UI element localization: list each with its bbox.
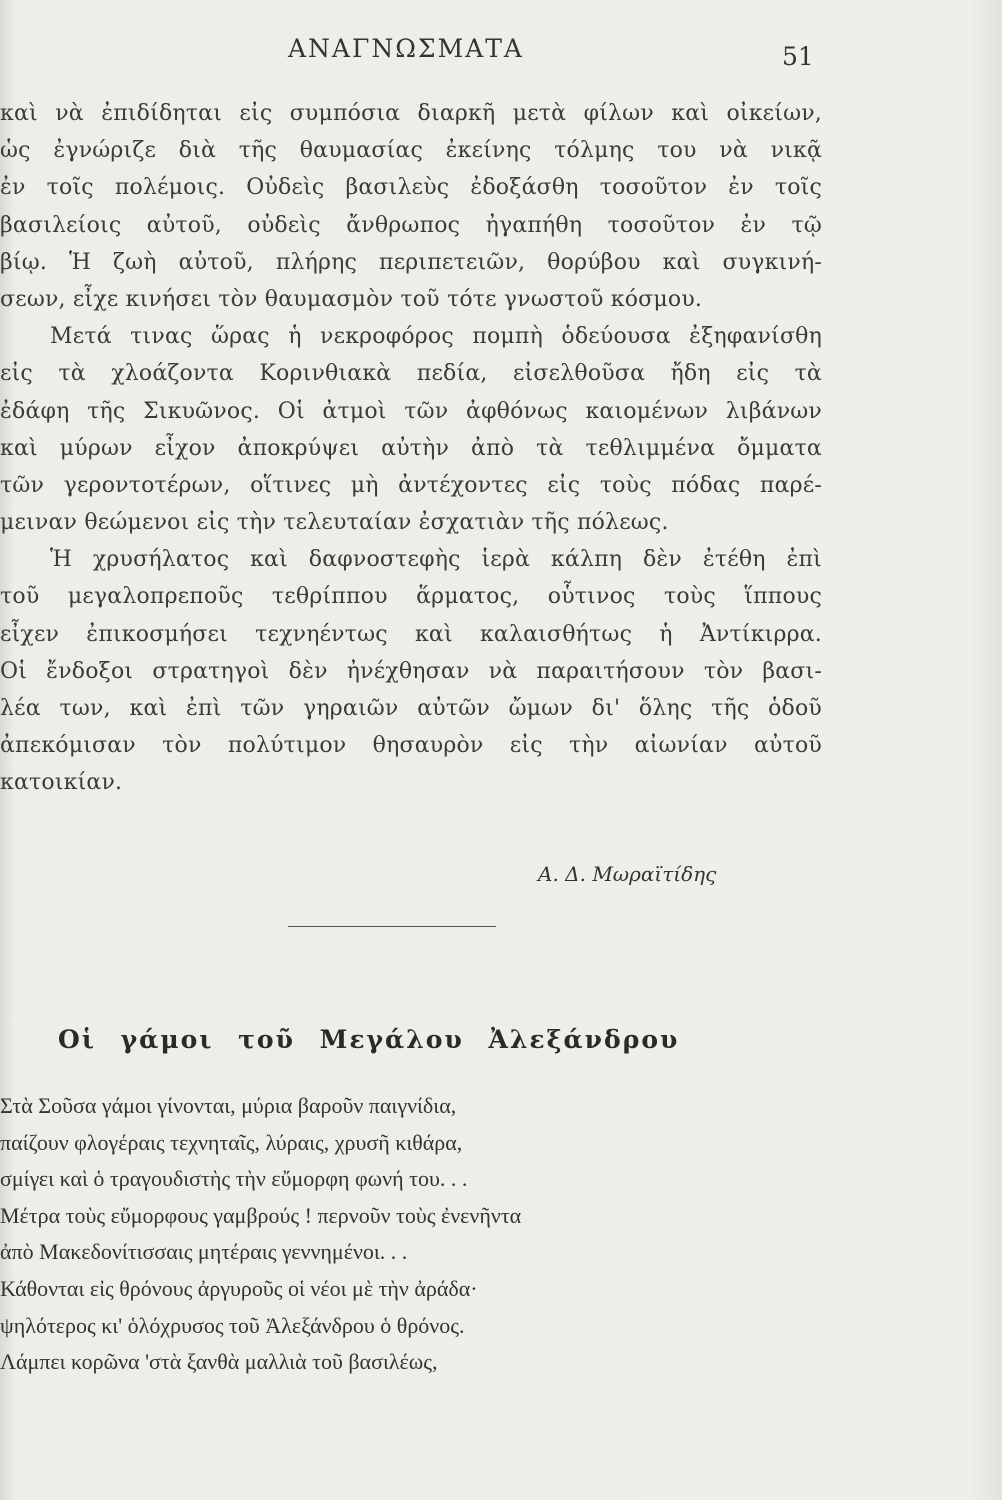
section-divider xyxy=(288,926,496,927)
prose-line: Οἱ ἔνδοξοι στρατηγοὶ δὲν ἠνέχθησαν νὰ παραιτήσουν τὸν βασι- xyxy=(0,658,822,684)
prose-text xyxy=(0,95,822,802)
prose-line: τοῦ μεγαλοπρεποῦς τεθρίππου ἅρματος, οὗτινος τοὺς ἵππους xyxy=(0,584,822,610)
prose-line: βίῳ. Ἡ ζωὴ αὐτοῦ, πλήρης περιπετειῶν, θορύβου καὶ συγκινή- xyxy=(0,249,822,275)
poem-line: ἀπὸ Μακεδονίτισσαις μητέραις γεννημένοι. . . xyxy=(0,1239,408,1265)
prose-line: σεων, εἶχε κινήσει τὸν θαυμασμὸν τοῦ τότε γνωστοῦ κόσμου. xyxy=(0,286,703,312)
prose-line: βασιλείοις αὐτοῦ, οὐδεὶς ἄνθρωπος ἠγαπήθη τοσοῦτον ἐν τῷ xyxy=(0,212,822,238)
poem-line: Κάθονται εἰς θρόνους ἀργυροῦς οἱ νέοι μὲ τὴν ἀράδα· xyxy=(0,1275,478,1301)
prose-line: εἰς τὰ χλοάζοντα Κορινθιακὰ πεδία, εἰσελθοῦσα ἤδη εἰς τὰ xyxy=(0,361,822,387)
poem-line: Μέτρα τοὺς εὔμορφους γαμβρούς ! περνοῦν τοὺς ἐνενῆντα xyxy=(0,1202,522,1228)
prose-line: Μετά τινας ὥρας ἡ νεκροφόρος πομπὴ ὁδεύουσα ἐξηφανίσθη xyxy=(50,324,822,350)
poem-line: Στὰ Σοῦσα γάμοι γίνονται, μύρια βαροῦν παιγνίδια, xyxy=(0,1093,457,1118)
poem-title: Οἱ γάμοι τοῦ Μεγάλου Ἀλεξάνδρου xyxy=(58,1025,680,1054)
prose-line: κατοικίαν. xyxy=(0,770,123,796)
prose-line: ἐν τοῖς πολέμοις. Οὐδεὶς βασιλεὺς ἐδοξάσθη τοσοῦτον ἐν τοῖς xyxy=(0,175,822,201)
page-number: 51 xyxy=(782,42,814,71)
author-signature: Α. Δ. Μωραϊτίδης xyxy=(538,862,717,886)
prose-line: καὶ νὰ ἐπιδίδηται εἰς συμπόσια διαρκῆ μετὰ φίλων καὶ οἰκείων, xyxy=(0,101,822,126)
poem-line: σμίγει καὶ ὁ τραγουδιστὴς τὴν εὔμορφη φωνή του. . . xyxy=(0,1166,468,1192)
prose-line: Ἡ χρυσήλατος καὶ δαφνοστεφὴς ἱερὰ κάλπη δὲν ἐτέθη ἐπὶ xyxy=(50,547,822,573)
prose-line: καὶ μύρων εἶχον ἀποκρύψει αὐτὴν ἀπὸ τὰ τεθλιμμένα ὄμματα xyxy=(0,435,822,461)
prose-line: ἀπεκόμισαν τὸν πολύτιμον θησαυρὸν εἰς τὴν αἰωνίαν αὐτοῦ xyxy=(0,733,822,759)
prose-line: μειναν θεώμενοι εἰς τὴν τελευταίαν ἐσχατιὰν τῆς πόλεως. xyxy=(0,510,669,536)
prose-line: εἶχεν ἐπικοσμήσει τεχνηέντως καὶ καλαισθήτως ἡ Ἀντίκιρρα. xyxy=(0,621,822,647)
prose-line: λέα των, καὶ ἐπὶ τῶν γηραιῶν αὐτῶν ὤμων δι' ὅλης τῆς ὁδοῦ xyxy=(0,696,822,721)
running-title: ΑΝΑΓΝΩΣΜΑΤΑ xyxy=(288,34,524,63)
poem-text xyxy=(0,1088,720,1381)
poem-line: παίζουν φλογέραις τεχνηταῖς, λύραις, χρυσῆ κιθάρα, xyxy=(0,1129,463,1155)
prose-line: ὡς ἐγνώριζε διὰ τῆς θαυμασίας ἐκείνης τόλμης του νὰ νικᾷ xyxy=(0,138,822,164)
poem-line: ψηλότερος κι' ὁλόχρυσος τοῦ Ἀλεξάνδρου ὁ θρόνος. xyxy=(0,1312,465,1338)
poem-line: Λάμπει κορῶνα 'στὰ ξανθὰ μαλλιὰ τοῦ βασιλέως, xyxy=(0,1349,438,1375)
prose-line: ἐδάφη τῆς Σικυῶνος. Οἱ ἀτμοὶ τῶν ἀφθόνως καιομένων λιβάνων xyxy=(0,398,822,424)
prose-line: τῶν γεροντοτέρων, οἵτινες μὴ ἀντέχοντες εἰς τοὺς πόδας παρέ- xyxy=(0,472,822,498)
page-header xyxy=(0,34,1002,74)
